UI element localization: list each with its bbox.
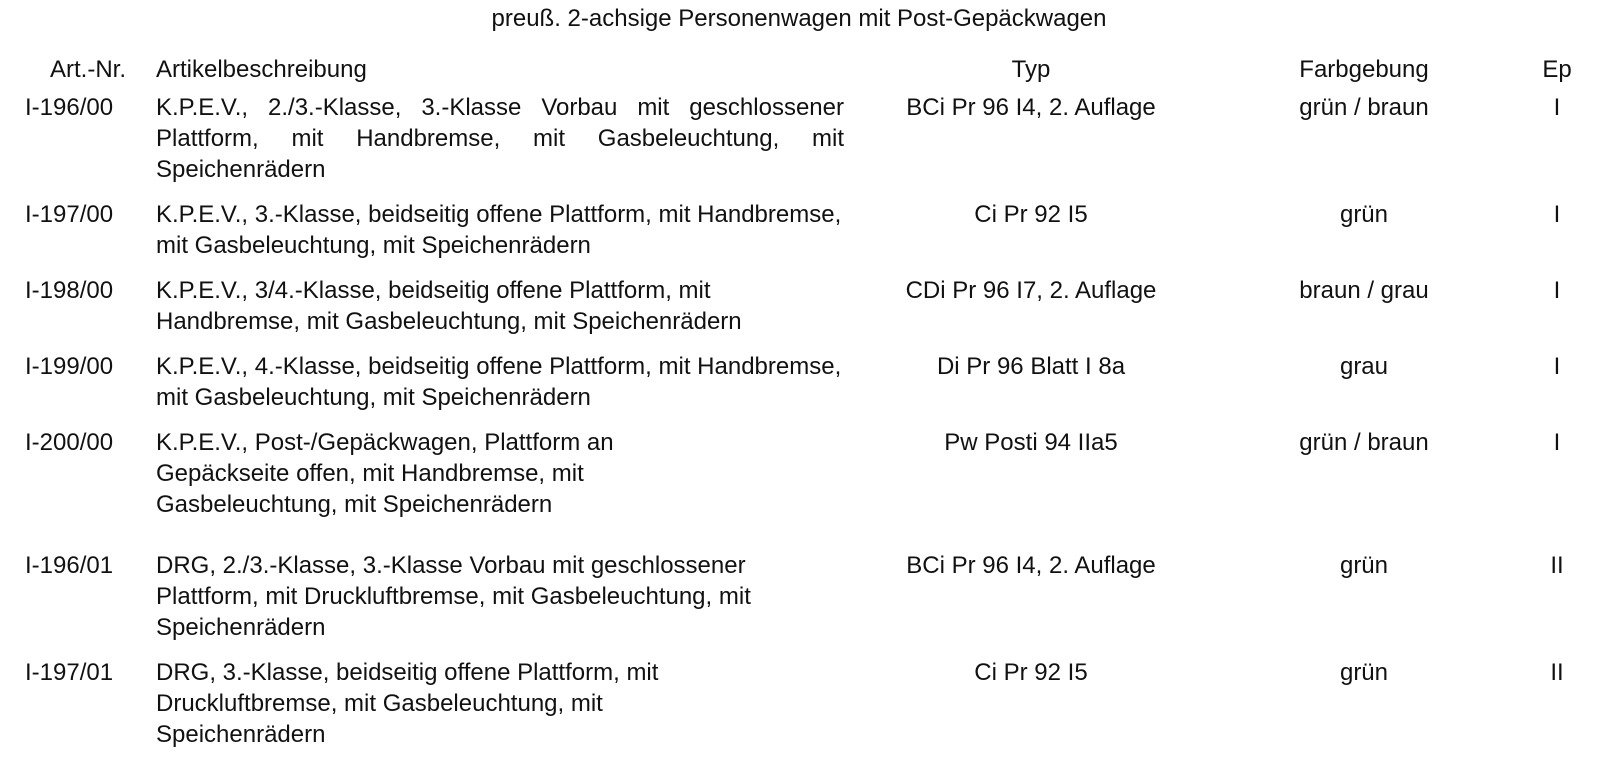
cell-art-nr: I-197/00 xyxy=(25,201,114,228)
cell-type: Ci Pr 92 I5 xyxy=(974,659,1088,686)
cell-description: K.P.E.V., 3/4.-Klasse, beidseitig offene Plattform, mit Handbremse, mit Gasbeleuchtung, mit Speichenrädern xyxy=(156,277,742,335)
table-row xyxy=(20,657,1592,764)
cell-epoch: I xyxy=(1553,94,1561,121)
header-row xyxy=(20,52,1592,92)
cell-color: grau xyxy=(1339,353,1389,380)
cell-color: grün / braun xyxy=(1299,429,1429,456)
cell-type: BCi Pr 96 I4, 2. Auflage xyxy=(906,552,1156,579)
cell-color: grün xyxy=(1339,201,1389,228)
table-row xyxy=(20,550,1592,657)
cell-epoch: I xyxy=(1553,429,1561,456)
cell-epoch: I xyxy=(1553,277,1561,304)
cell-color: braun / grau xyxy=(1299,277,1429,304)
cell-art-nr: I-198/00 xyxy=(25,277,114,304)
cell-type: CDi Pr 96 I7, 2. Auflage xyxy=(905,277,1157,304)
table-header xyxy=(20,52,1592,92)
cell-type: BCi Pr 96 I4, 2. Auflage xyxy=(906,94,1156,121)
table-body xyxy=(20,92,1592,764)
table-row xyxy=(20,275,1592,351)
header-art-nr: Art.-Nr. xyxy=(50,56,126,83)
cell-color: grün / braun xyxy=(1299,94,1429,121)
cell-art-nr: I-196/01 xyxy=(25,552,114,579)
cell-art-nr: I-199/00 xyxy=(25,353,114,380)
table-row xyxy=(20,92,1592,199)
header-color: Farbgebung xyxy=(1299,56,1429,83)
cell-description: DRG, 2./3.-Klasse, 3.-Klasse Vorbau mit geschlossener Plattform, mit Druckluftbremse, mit Gasbeleuchtung, mit Speichenrädern xyxy=(156,552,751,641)
table-row xyxy=(20,199,1592,275)
table-row xyxy=(20,351,1592,427)
cell-epoch: II xyxy=(1550,659,1564,686)
cell-art-nr: I-200/00 xyxy=(25,429,114,456)
page-title: preuß. 2-achsige Personenwagen mit Post-Gepäckwagen xyxy=(491,5,1107,32)
cell-art-nr: I-197/01 xyxy=(25,659,114,686)
table-row xyxy=(20,427,1592,550)
cell-color: grün xyxy=(1339,552,1389,579)
cell-description: K.P.E.V., 3.-Klasse, beidseitig offene Plattform, mit Handbremse, mit Gasbeleuchtung, mit Speichenrädern xyxy=(156,201,842,259)
header-epoch: Ep xyxy=(1542,56,1572,83)
cell-description: K.P.E.V., 4.-Klasse, beidseitig offene Plattform, mit Handbremse, mit Gasbeleuchtung, mit Speichenrädern xyxy=(156,353,842,411)
cell-type: Pw Posti 94 IIa5 xyxy=(944,429,1118,456)
cell-art-nr: I-196/00 xyxy=(25,94,114,121)
cell-description: DRG, 3.-Klasse, beidseitig offene Plattform, mit Druckluftbremse, mit Gasbeleuchtung, mit Speichenrädern xyxy=(156,659,659,748)
cell-epoch: I xyxy=(1553,353,1561,380)
header-description: Artikelbeschreibung xyxy=(156,56,367,83)
cell-epoch: II xyxy=(1550,552,1564,579)
cell-type: Di Pr 96 Blatt I 8a xyxy=(936,353,1126,380)
header-type: Typ xyxy=(1011,56,1051,83)
cell-epoch: I xyxy=(1553,201,1561,228)
cell-type: Ci Pr 92 I5 xyxy=(974,201,1088,228)
cell-color: grün xyxy=(1339,659,1389,686)
catalog-table xyxy=(20,52,1592,764)
cell-description: K.P.E.V., 2./3.-Klasse, 3.-Klasse Vorbau mit geschlossener Plattform, mit Handbremse, mit Gasbeleuchtung, mit Speichenrädern xyxy=(156,94,844,183)
cell-description: K.P.E.V., Post-/Gepäckwagen, Plattform an Gepäckseite offen, mit Handbremse, mit Gasbeleuchtung, mit Speichenrädern xyxy=(156,429,614,518)
